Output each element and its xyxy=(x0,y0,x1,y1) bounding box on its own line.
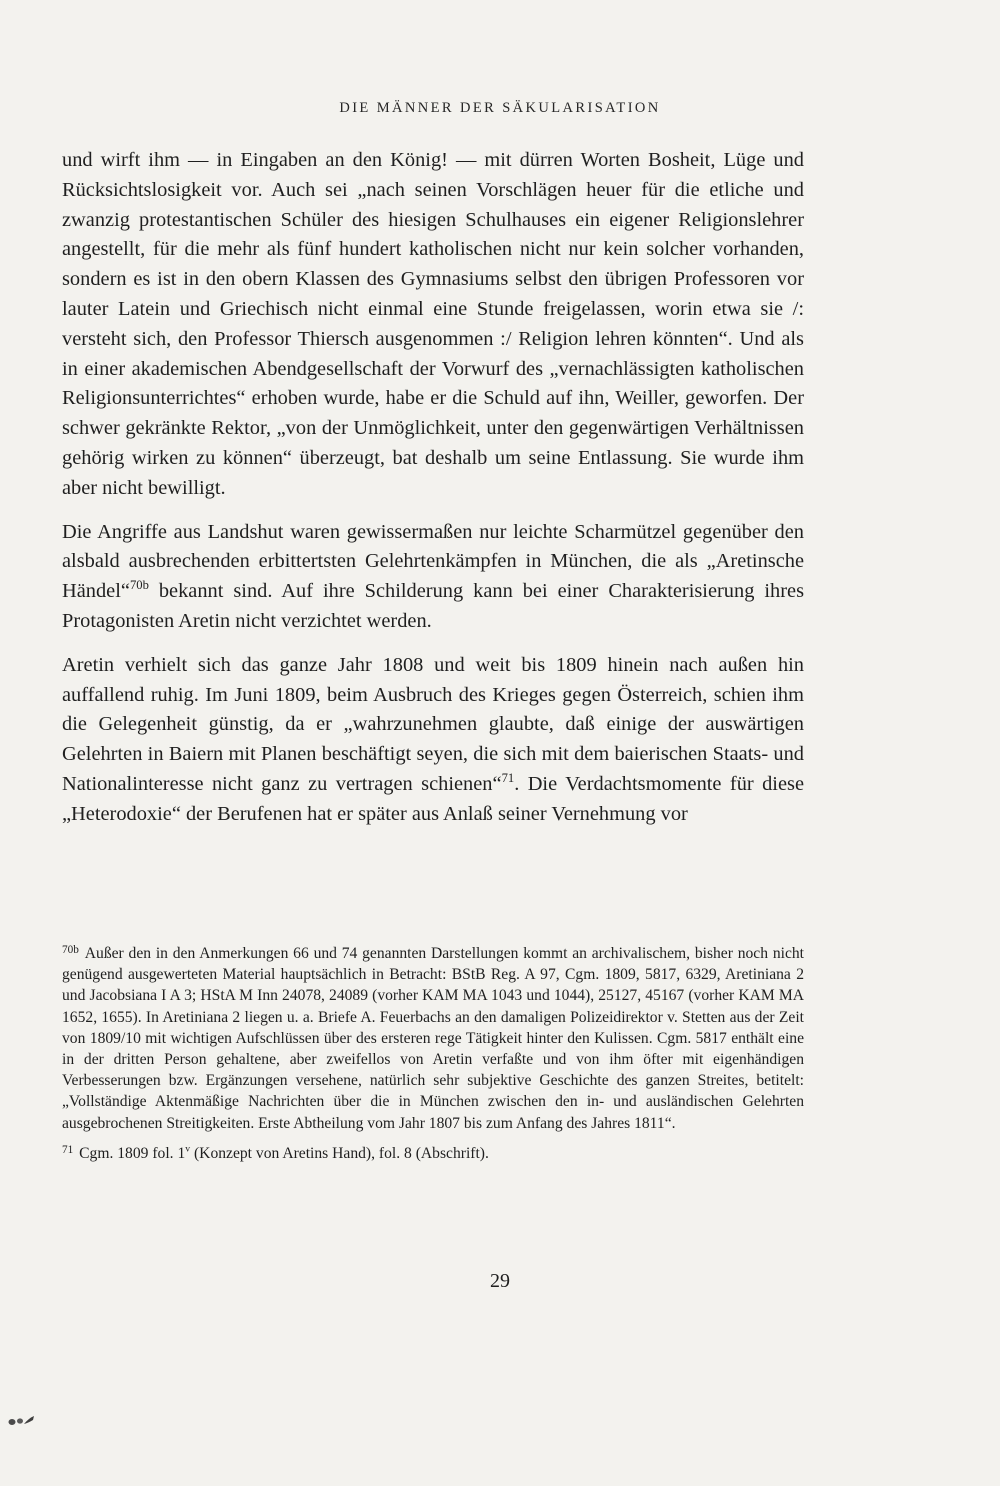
paragraph-2-text-a: Die Angriffe aus Landshut waren gewissermaßen nur leichte Scharmützel gegenüber den alsbald ausbrechenden erbittertsten Gelehrtenkämpfen in München, die als „Aretinsche Händel“ xyxy=(62,520,804,603)
page-number: 29 xyxy=(490,1270,510,1292)
paragraph-3-text-a: Aretin verhielt sich das ganze Jahr 1808 und weit bis 1809 hinein nach außen hin auffallend ruhig. Im Juni 1809, beim Ausbruch des Krieges gegen Österreich, schien ihm die Gelegenheit günstig, da er „wahrzunehmen glaubte, daß einige der auswärtigen Gelehrten in Baiern mit Planen beschäftigt seyen, die sich mit dem baierischen Staats- und Nationalinteresse nicht ganz zu vertragen schienen“ xyxy=(62,653,804,795)
ink-smudge-mark xyxy=(6,1412,36,1428)
footnote-71-text-a: Cgm. 1809 fol. 1 xyxy=(79,1144,186,1162)
body-text xyxy=(62,146,804,844)
paragraph-3-text-b: . Die Verdachtsmomente für diese „Heterodoxie“ der Berufenen hat er später aus Anlaß seiner Vernehmung vor xyxy=(62,772,804,825)
paragraph-3 xyxy=(62,651,804,830)
footnote-70b-text: Außer den in den Anmerkungen 66 und 74 genannten Darstellungen kommt an archivalischem, bisher noch nicht genügend ausgewerteten Material hauptsächlich in Betracht: BStB Reg. A 97, Cgm. 1809, 5817, 6329, Aretiniana 2 und Jacobsiana I A 3; HStA M Inn 24078, 24089 (vorher KAM MA 1043 und 1044), 25127, 45167 (vorher KAM MA 1652, 1655). In Aretiniana 2 liegen u. a. Briefe A. Feuerbachs an den damaligen Polizeidirektor v. Stetten aus der Zeit von 1809/10 mit wichtigen Aufschlüssen über des ersteren rege Tätigkeit hinter den Kulissen. Cgm. 5817 enthält eine in der dritten Person gehaltene, aber zweifellos von Aretin verfaßte und von ihm öfter mit eigenhändigen Verbesserungen bzw. Ergänzungen versehene, natürlich sehr subjektive Geschichte des ganzen Streites, betitelt: „Vollständige Aktenmäßige Nachrichten über die in München zwischen den in- und ausländischen Gelehrten ausgebrochenen Streitigkeiten. Erste Abtheilung vom Jahr 1807 bis zum Anfang des Jahres 1811“. xyxy=(62,945,804,1132)
footnote-71-verso: v xyxy=(185,1143,191,1155)
footnote-70b xyxy=(62,943,804,1134)
footnote-71-text-b: (Konzept von Aretins Hand), fol. 8 (Abschrift). xyxy=(190,1144,489,1162)
footnote-ref-70b: 70b xyxy=(129,577,149,592)
paragraph-2 xyxy=(62,518,804,637)
footnotes xyxy=(62,943,804,1173)
footnote-ref-71: 71 xyxy=(501,770,515,785)
footnote-70b-mark: 70b xyxy=(62,943,79,956)
footnote-71 xyxy=(62,1143,804,1164)
footnote-71-mark: 71 xyxy=(62,1143,74,1156)
running-head: DIE MÄNNER DER SÄKULARISATION xyxy=(339,100,661,116)
paragraph-1: und wirft ihm — in Eingaben an den König! — mit dürren Worten Bosheit, Lüge und Rücksichtslosigkeit vor. Auch sei „nach seinen Vorschlägen heuer für die etliche und zwanzig protestantischen Schüler des hiesigen Schulhauses ein eigener Religionslehrer angestellt, für die mehr als fünf hundert katholischen nicht nur kein solcher vorhanden, sondern es ist in den obern Klassen des Gymnasiums selbst den übrigen Professoren vor lauter Latein und Griechisch nicht einmal eine Stunde freigelassen, worin etwa sie /: versteht sich, den Professor Thiersch ausgenommen :/ Religion lehren könnten“. Und als in einer akademischen Abendgesellschaft der Vorwurf des „vernachlässigten katholischen Religionsunterrichtes“ erhoben wurde, habe er die Schuld auf ihn, Weiller, geworfen. Der schwer gekränkte Rektor, „von der Unmöglichkeit, unter den gegenwärtigen Verhältnissen gehörig wirken zu können“ überzeugt, bat deshalb um seine Entlassung. Sie wurde ihm aber nicht bewilligt. xyxy=(62,149,804,499)
paragraph-2-text-b: bekannt sind. Auf ihre Schilderung kann bei einer Charakterisierung ihres Protagonisten Aretin nicht verzichtet werden. xyxy=(62,580,804,632)
